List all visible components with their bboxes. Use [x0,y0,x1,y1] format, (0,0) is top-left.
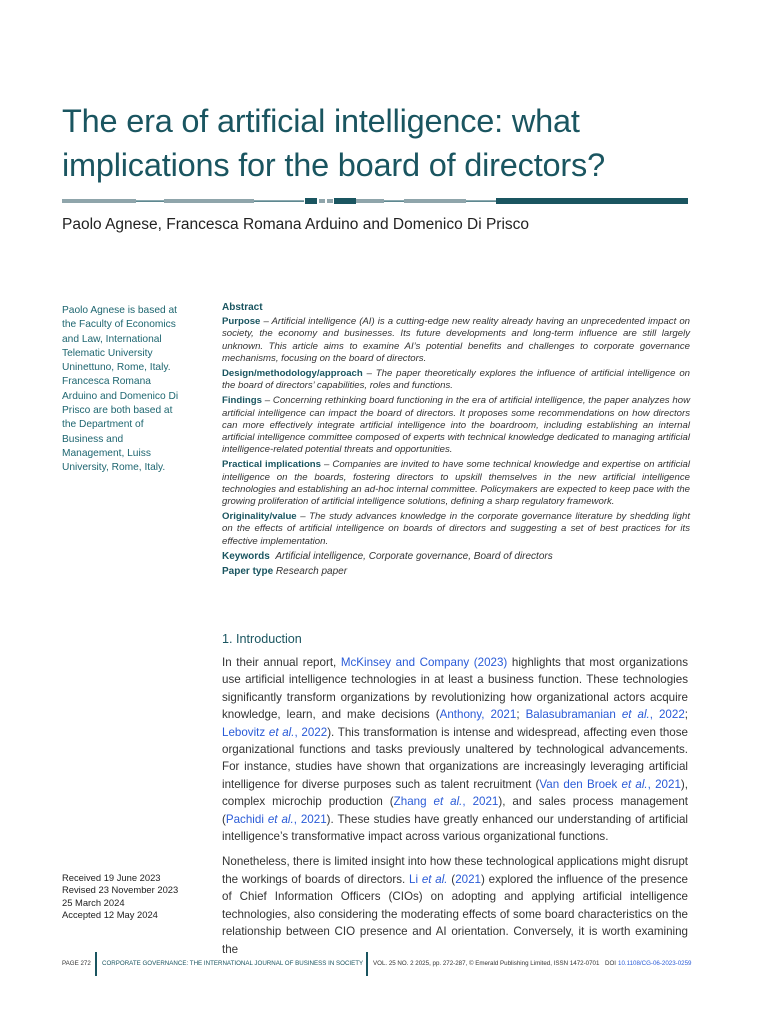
doi-label: DOI [605,960,617,967]
paragraph: Nonetheless, there is limited insight into how these technological applications might disrupt the workings of boards of directors. Li et al. (2021) explored the influence of the presence of Chief Information Officers (CIOs) on adopting and applying artificial intelligence technologies, also considering the moderating effects of some board characteristics on the relationship between CIO presence and AI orientation. Conversely, it is worth examining the [222,855,689,956]
abstract-originality: Originality/value – The study advances knowledge in the corporate governance literature by shedding light on the effects of artificial intelligence on boards of directors and suggesting a set of best practices for its effective implementation. [222,511,690,547]
citation-link[interactable]: Balasubramanian et al., 2022 [525,708,685,722]
paper-type: Paper type Research paper [222,566,348,578]
received-dates: Received 19 June 2023 Revised 23 November 2023 25 March 2024 Accepted 12 May 2024 [62,872,179,920]
abstract-design: Design/methodology/approach – The paper theoretically explores the influence of artificial intelligence on the board of directors’ capabilities, roles and functions. [222,368,690,392]
footer-divider [366,952,368,976]
page-number: PAGE 272 [62,960,91,967]
citation-link[interactable]: Pachidi et al., 2021 [225,812,327,826]
citation-link[interactable]: 2021 [455,872,481,886]
citation-link[interactable]: Zhang et al., 2021 [393,795,499,809]
citation-link[interactable]: Anthony, 2021 [439,708,517,722]
journal-name: CORPORATE GOVERNANCE: THE INTERNATIONAL JOURNAL OF BUSINESS IN SOCIETY [102,960,364,967]
citation-link[interactable]: Li et al. [409,872,448,886]
abstract-purpose: Purpose – Artificial intelligence (AI) is a cutting-edge new reality already having an unprecedented impact on society, the economy and businesses. Its future developments and long-term influence are still largely unknown. This article aims to examine AI’s potential benefits and challenges to corporate governance mechanisms, focusing on the board of directors. [222,316,690,364]
paragraph: In their annual report, McKinsey and Company (2023) highlights that most organizations use artificial intelligence technologies in at least a business function. These technologies significantly transform organizations by revolutionizing how organizational actors acquire knowledge, learn, and make decisions (Anthony, 2021; Balasubramanian et al., 2022; Lebovitz et al., 2022). This transformation is intense and widespread, affecting even those organizational functions and tasks previously unaltered by technological advancements. For instance, studies have shown that organizations are increasingly leveraging artificial intelligence for diverse purposes such as talent recruitment (Van den Broek et al., 2021), complex microchip production (Zhang et al., 2021), and sales process management (Pachidi et al., 2021). These studies have greatly enhanced our understanding of artificial intelligence’s transformative impact across various organizational functions. [222,656,689,844]
footer-divider [95,952,97,976]
author-list: Paolo Agnese, Francesca Romana Arduino and Domenico Di Prisco [62,216,530,233]
abstract-practical-implications: Practical implications – Companies are invited to have some technical knowledge and expertise on artificial intelligence on the boards, fostering directors to upskill themselves in the new artificial intelligence technologies and establishing an ad-hoc internal committee. Policymakers are expected to keep pace with the growing proliferation of artificial intelligence solutions, defining a sharp regulatory framework. [222,459,690,508]
author-affiliations: Paolo Agnese is based at the Faculty of Economics and Law, International Telematic University Uninettuno, Rome, Italy. Francesca Romana Arduino and Domenico Di Prisco are both based at the Department of Business and Management, Luiss University, Rome, Italy. [62,305,179,474]
section-heading-introduction: 1. Introduction [222,632,302,646]
title-rule-decoration [62,196,688,206]
article-title [62,99,722,187]
title-line-2: implications for the board of directors? [62,147,605,183]
citation-link[interactable]: McKinsey and Company (2023) [340,656,508,669]
doi-link[interactable]: 10.1108/CG-06-2023-0259 [618,960,692,967]
keywords: Keywords Artificial intelligence, Corporate governance, Board of directors [222,550,553,562]
abstract [222,302,690,581]
page-footer [62,952,702,978]
citation-link[interactable]: Van den Broek et al., 2021 [539,777,681,791]
citation-link[interactable]: Lebovitz et al., 2022 [222,725,328,739]
abstract-findings: Findings – Concerning rethinking board functioning in the era of artificial intelligence, the paper analyzes how artificial intelligence can impact the board of directors. It proposes some recommendations on how directors can more effectively integrate artificial intelligence into the boardroom, including establishing an internal artificial intelligence committee composed of experts with technical knowledge dedicated to managing artificial intelligence-related potential threats and opportunities. [222,395,690,456]
introduction-body [222,654,688,966]
title-line-1: The era of artificial intelligence: what [62,103,580,139]
abstract-heading: Abstract [222,302,263,313]
volume-info: VOL. 25 NO. 2 2025, pp. 272-287, © Emerald Publishing Limited, ISSN 1472-0701 [373,960,600,967]
